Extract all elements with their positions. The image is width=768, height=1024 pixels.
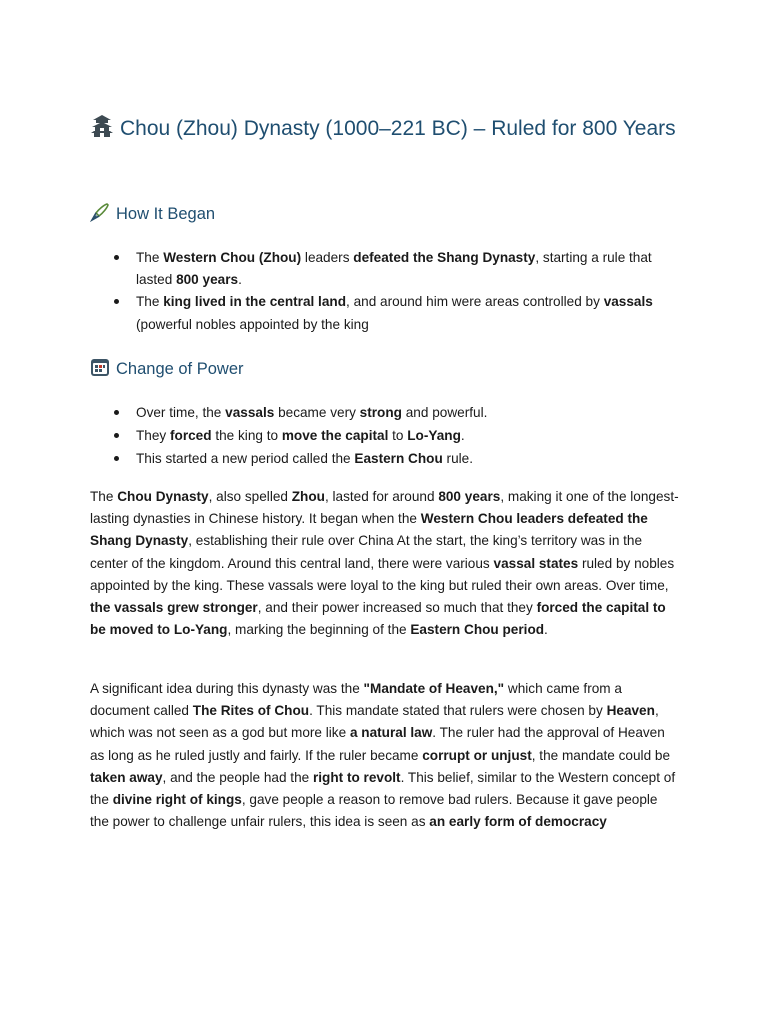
paragraph-bold: Zhou (291, 489, 325, 504)
list-item-bold: vassals (225, 405, 275, 420)
list-item-text: became very (274, 405, 360, 420)
list-item-text: the king to (211, 428, 282, 444)
paragraph-bold: vassal states (493, 555, 579, 571)
list-item-text: and powerful. (401, 405, 488, 420)
list-item-text: . (238, 272, 242, 288)
paragraph-bold: right to revolt (312, 769, 401, 785)
list-item-text: The (136, 294, 164, 310)
list-item-text: The (136, 250, 164, 265)
list-item-bold: defeated the Shang Dynasty (353, 250, 536, 265)
how-it-began-list (90, 247, 680, 336)
list-item-bold: vassals (603, 294, 653, 310)
pen-nib-icon (90, 202, 110, 229)
section-heading-how-it-began (90, 202, 215, 229)
list-item-text: , starting a rule that lasted (136, 250, 652, 288)
paragraph-text: which came from a document called (90, 681, 622, 719)
paragraph-text: ruled by nobles appointed by the king. These vassals were loyal to the king but ruled their own areas. Over time, (90, 555, 675, 593)
section-heading-change-of-power (90, 357, 244, 384)
paragraph-bold: forced the capital to be moved to Lo-Yang (90, 600, 666, 638)
paragraph-bold: Western Chou leaders defeated the Shang Dynasty (90, 511, 648, 549)
list-item (90, 448, 680, 470)
title-text: Chou (Zhou) Dynasty (1000–221 BC) – Ruled for 800 Years (120, 117, 676, 140)
paragraph-text: , gave people a reason to remove bad rulers. Because it gave people the power to challenge unfair rulers, this idea is seen as (90, 792, 658, 830)
page-title (90, 112, 680, 148)
paragraph-bold: Heaven (606, 703, 655, 719)
paragraph-text: , establishing their rule over China At the start, the king’s territory was in the center of the kingdom. Around this central land, there were various (90, 533, 643, 571)
list-item-text: (powerful nobles appointed by the king (136, 316, 369, 332)
paragraph-text: , which was not seen as a god but more like (90, 703, 659, 741)
paragraph-bold: an early form of democracy (429, 814, 607, 830)
list-item (90, 247, 680, 291)
list-item-text: leaders (301, 250, 354, 265)
paragraph-chou-dynasty (90, 486, 680, 641)
paragraph-text: . (544, 622, 548, 638)
paragraph-text: , the mandate could be (531, 747, 671, 763)
paragraph-text: . The ruler had the approval of Heaven as long as he ruled justly and fairly. If the ruler became (90, 725, 665, 763)
list-item-bold: forced (170, 428, 212, 444)
list-item-bold: king lived in the central land (163, 294, 347, 310)
list-item-text: This started a new period called the (136, 451, 355, 467)
paragraph-text: , and the people had the (162, 769, 313, 785)
list-item-text: to (388, 428, 408, 444)
list-item-text: , and around him were areas controlled by (346, 294, 604, 310)
paragraph-bold: Chou Dynasty (117, 489, 209, 504)
paragraph-bold: The Rites of Chou (192, 703, 310, 719)
list-item (90, 402, 680, 424)
paragraph-bold: the vassals grew stronger (90, 600, 258, 616)
paragraph-text: , lasted for around (324, 489, 439, 504)
list-item (90, 291, 680, 335)
list-item-bold: Eastern Chou (354, 451, 443, 467)
paragraph-bold: taken away (90, 769, 163, 785)
section-heading-text: Change of Power (116, 360, 244, 378)
paragraph-bold: a natural law (349, 725, 433, 741)
list-item (90, 425, 680, 447)
paragraph-bold: divine right of kings (112, 792, 242, 808)
paragraph-mandate-of-heaven (90, 678, 680, 833)
paragraph-text: , also spelled (208, 489, 292, 504)
paragraph-bold: 800 years (438, 489, 501, 504)
list-item-bold: move the capital (281, 428, 389, 444)
list-item-bold: 800 years (176, 272, 239, 288)
change-of-power-list (90, 402, 680, 471)
paragraph-text: A significant idea during this dynasty was the (90, 681, 364, 696)
list-item-text: . (460, 428, 465, 444)
paragraph-text: The (90, 489, 118, 504)
paragraph-text: , making it one of the longest-lasting dynasties in Chinese history. It began when the (90, 489, 679, 527)
list-item-bold: strong (359, 405, 402, 420)
calendar-icon (90, 357, 110, 384)
paragraph-bold: corrupt or unjust (422, 747, 532, 763)
list-item-text: rule. (442, 451, 473, 467)
paragraph-bold: "Mandate of Heaven," (363, 681, 505, 696)
paragraph-text: , marking the beginning of the (227, 622, 411, 638)
pagoda-icon (90, 114, 114, 148)
list-item-bold: Western Chou (Zhou) (163, 250, 302, 265)
paragraph-text: . This mandate stated that rulers were chosen by (309, 703, 607, 719)
list-item-text: They (136, 428, 170, 444)
list-item-text: Over time, the (136, 405, 226, 420)
paragraph-text: . This belief, similar to the Western concept of the (90, 769, 676, 808)
section-heading-text: How It Began (116, 205, 216, 223)
list-item-bold: Lo-Yang (407, 428, 461, 444)
paragraph-bold: Eastern Chou period (410, 622, 545, 638)
paragraph-text: , and their power increased so much that they (257, 600, 537, 616)
